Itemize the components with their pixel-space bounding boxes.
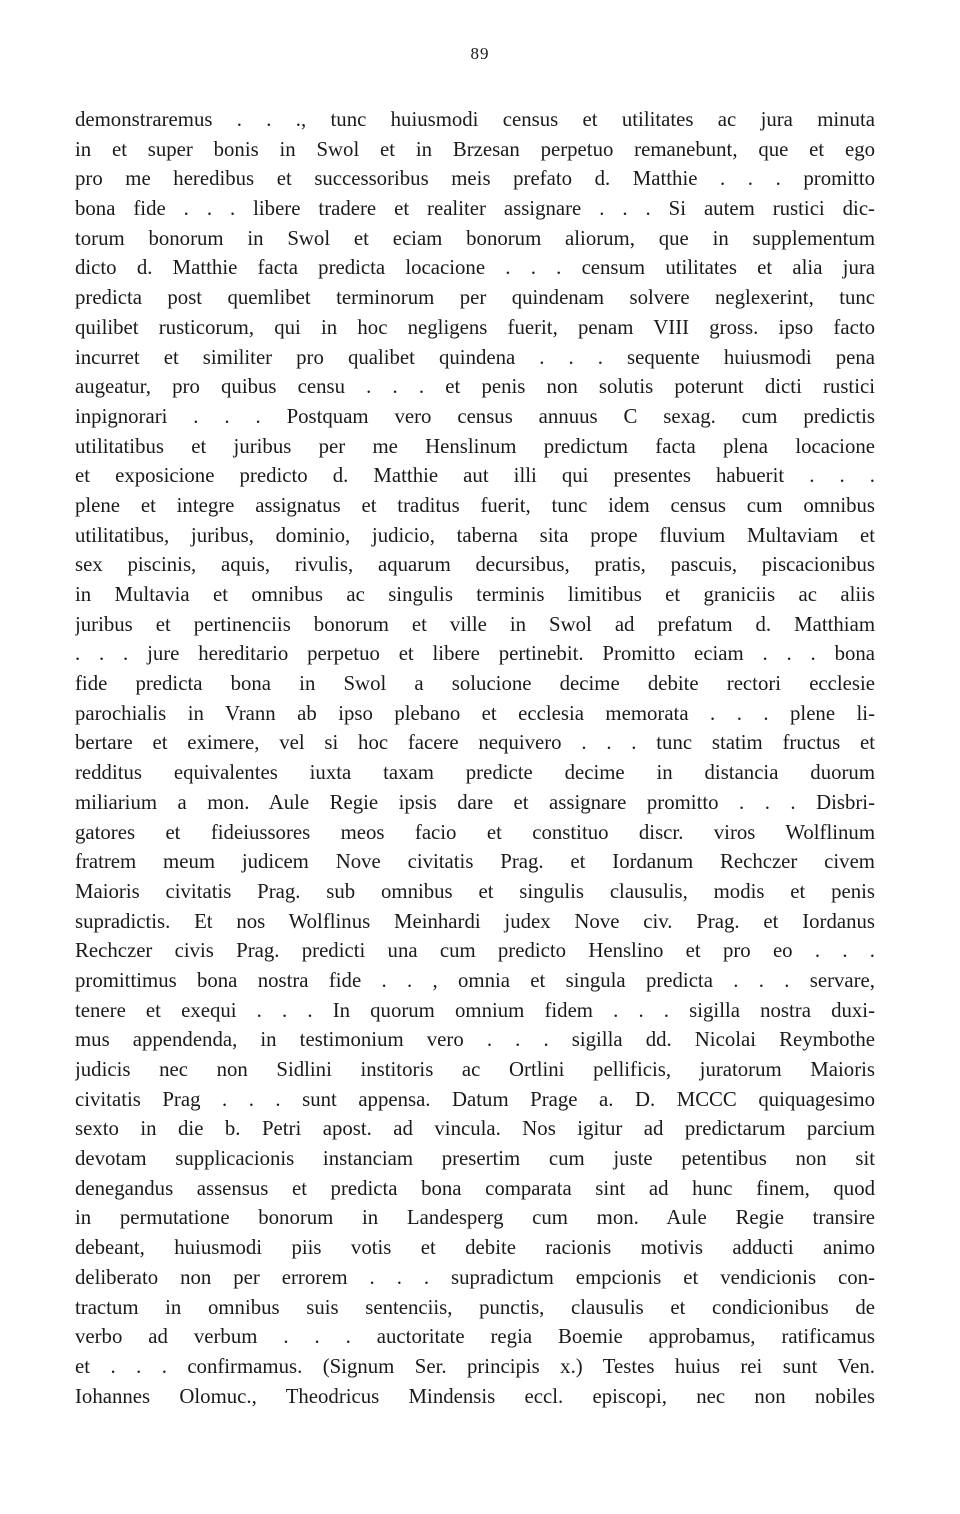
text-line: verbo ad verbum . . . auctoritate regia Boemie approbamus, ratificamus <box>75 1325 875 1349</box>
text-line: civitatis Prag . . . sunt appensa. Datum Prage a. D. MCCC quiquagesimo <box>75 1087 875 1111</box>
text-line: fide predicta bona in Swol a solucione decime debite rectori ecclesie <box>75 672 875 696</box>
text-line: miliarium a mon. Aule Regie ipsis dare et assignare promitto . . . Disbri- <box>75 790 875 814</box>
text-line: bona fide . . . libere tradere et realiter assignare . . . Si autem rustici dic- <box>75 197 875 221</box>
text-line: Maioris civitatis Prag. sub omnibus et singulis clausulis, modis et penis <box>75 879 875 903</box>
text-line: dicto d. Matthie facta predicta locacione . . . censum utilitates et alia jura <box>75 256 875 280</box>
text-line: debeant, huiusmodi piis votis et debite racionis motivis adducti animo <box>75 1236 875 1260</box>
text-line: parochialis in Vrann ab ipso plebano et ecclesia memorata . . . plene li- <box>75 701 875 725</box>
text-line: utilitatibus et juribus per me Henslinum predictum facta plena locacione <box>75 434 875 458</box>
text-line: in permutatione bonorum in Landesperg cum mon. Aule Regie transire <box>75 1206 875 1230</box>
text-line: bertare et eximere, vel si hoc facere nequivero . . . tunc statim fructus et <box>75 731 875 755</box>
body-text <box>75 105 875 1411</box>
text-line: torum bonorum in Swol et eciam bonorum aliorum, que in supplementum <box>75 226 875 250</box>
text-line: demonstraremus . . ., tunc huiusmodi census et utilitates ac jura minuta <box>75 108 875 131</box>
text-line: sex piscinis, aquis, rivulis, aquarum decursibus, pratis, pascuis, piscacionibus <box>75 553 875 577</box>
text-line: tractum in omnibus suis sentenciis, punctis, clausulis et condicionibus de <box>75 1295 875 1319</box>
text-line: devotam supplicacionis instanciam presertim cum juste petentibus non sit <box>75 1147 875 1171</box>
text-line: tenere et exequi . . . In quorum omnium fidem . . . sigilla nostra duxi- <box>75 998 875 1022</box>
text-line: in Multavia et omnibus ac singulis terminis limitibus et graniciis ac aliis <box>75 583 875 606</box>
text-line: promittimus bona nostra fide . . , omnia et singula predicta . . . servare, <box>75 968 875 992</box>
text-line: augeatur, pro quibus censu . . . et penis non solutis poterunt dicti rustici <box>75 375 875 399</box>
text-line: in et super bonis in Swol et in Brzesan perpetuo remanebunt, que et ego <box>75 137 875 161</box>
text-line: denegandus assensus et predicta bona comparata sint ad hunc finem, quod <box>75 1176 875 1200</box>
text-line: utilitatibus, juribus, dominio, judicio, taberna sita prope fluvium Multaviam et <box>75 523 875 547</box>
text-line: redditus equivalentes iuxta taxam predicte decime in distancia duorum <box>75 761 875 785</box>
text-line: Iohannes Olomuc., Theodricus Mindensis eccl. episcopi, nec non nobiles <box>75 1384 875 1408</box>
text-line: gatores et fideiussores meos facio et constituo discr. viros Wolflinum <box>75 820 875 844</box>
text-line: deliberato non per errorem . . . supradictum empcionis et vendicionis con- <box>75 1265 875 1289</box>
text-line: supradictis. Et nos Wolflinus Meinhardi judex Nove civ. Prag. et Iordanus <box>75 909 875 933</box>
text-line: inpignorari . . . Postquam vero census annuus C sexag. cum predictis <box>75 404 875 428</box>
text-line: incurret et similiter pro qualibet quindena . . . sequente huiusmodi pena <box>75 345 875 369</box>
text-line: et exposicione predicto d. Matthie aut illi qui presentes habuerit . . . <box>75 464 875 488</box>
text-line: plene et integre assignatus et traditus fuerit, tunc idem census cum omnibus <box>75 493 875 517</box>
text-line: mus appendenda, in testimonium vero . . . sigilla dd. Nicolai Reymbothe <box>75 1028 875 1052</box>
text-line: pro me heredibus et successoribus meis prefato d. Matthie . . . promitto <box>75 167 875 191</box>
text-line: predicta post quemlibet terminorum per quindenam solvere neglexerint, tunc <box>75 286 875 310</box>
text-line: juribus et pertinenciis bonorum et ville in Swol ad prefatum d. Matthiam <box>75 612 875 636</box>
text-line: sexto in die b. Petri apost. ad vincula. Nos igitur ad predictarum parcium <box>75 1117 875 1141</box>
text-line: Rechczer civis Prag. predicti una cum predicto Henslino et pro eo . . . <box>75 939 875 963</box>
text-line: et . . . confirmamus. (Signum Ser. principis x.) Testes huius rei sunt Ven. <box>75 1354 875 1378</box>
text-line: judicis nec non Sidlini institoris ac Ortlini pellificis, juratorum Maioris <box>75 1058 875 1081</box>
page-number: 89 <box>470 44 490 63</box>
text-line: quilibet rusticorum, qui in hoc negligens fuerit, penam VIII gross. ipso facto <box>75 315 875 339</box>
text-line: fratrem meum judicem Nove civitatis Prag. et Iordanum Rechczer civem <box>75 850 875 874</box>
text-line: . . . jure hereditario perpetuo et libere pertinebit. Promitto eciam . . . bona <box>75 642 875 666</box>
